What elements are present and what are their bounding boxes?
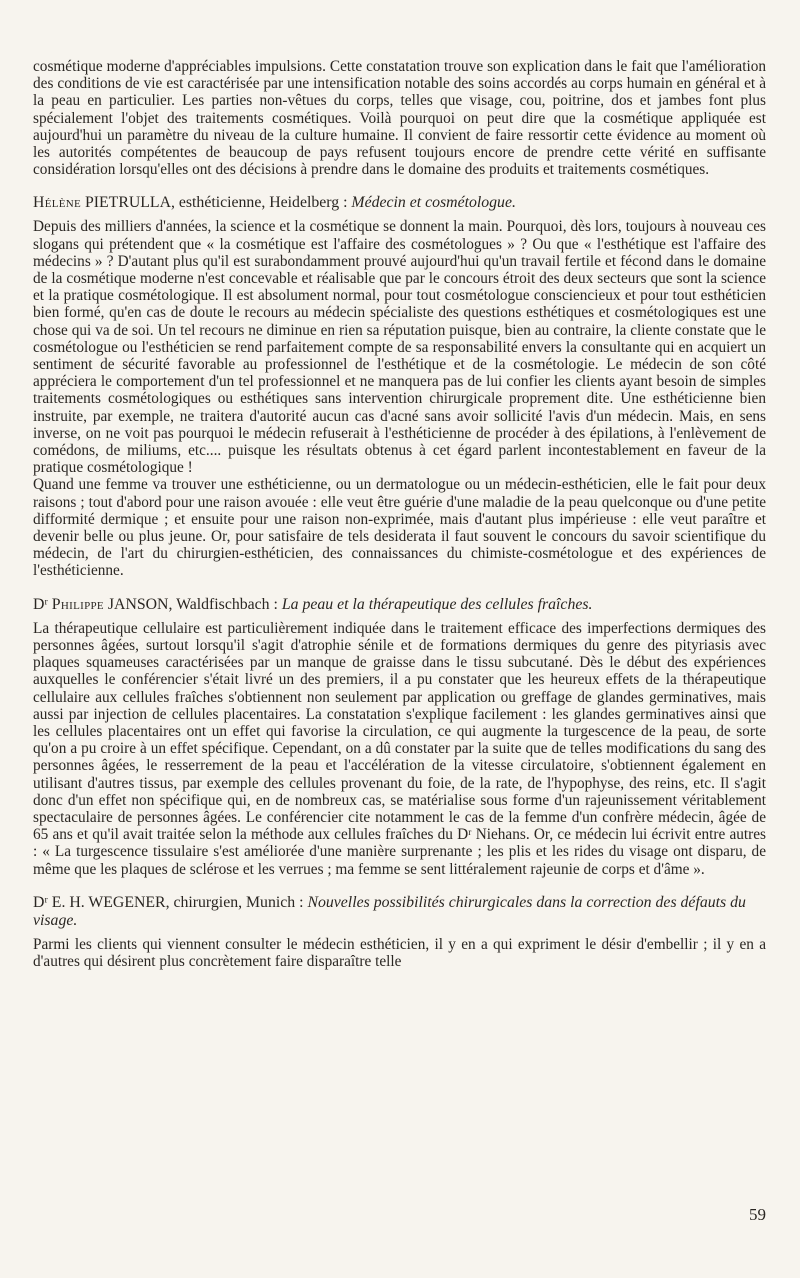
section-wegener (33, 894, 766, 970)
talk-topic: Nouvelles possibilités chirurgicales dans la correction des défauts du visage. (33, 893, 746, 929)
body-paragraph: La thérapeutique cellulaire est particulièrement indiquée dans le traitement efficace des imperfections dermiques des personnes âgées, surtout lorsqu'il s'agit d'atrophie sénile et de formations dermiques du genre des pityriasis avec plaques squameuses caractérisées par un manque de graisse dans le tissu subcutané. Dès le début des expériences auxquelles le conférencier s'était livré un des premiers, il a pu constater que les heureux effets de la thérapeutique cellulaire aux cellules fraîches s'obtiennent non seulement par application ou greffage de glandes germinatives, mais aussi par injection de cellules placentaires. La constatation s'explique facilement : les glandes germinatives ainsi que les cellules placentaires ont un effet qui favorise la circulation, ce qui augmente la turgescence de la peau, de sorte qu'on a pu croire à un effet spécifique. Cependant, on a dû constater par la suite que de telles modifications du sang des personnes âgées, le resserrement de la peau et l'accélération de la vitesse circulatoire, s'obtiennent également en utilisant d'autres tissus, par exemple des cellules provenant du foie, de la rate, de l'hypophyse, des reins, etc. Il s'agit donc d'un effet non spécifique qui, en de nombreux cas, se matérialise sous forme d'un rajeunissement véritablement spectaculaire de personnes âgées. Le conférencier cite notamment le cas de la femme d'un confrère médecin, âgée de 65 ans et qu'il avait traitée selon la méthode aux cellules fraîches du Dʳ Niehans. Or, ce médecin lui écrivit entre autres : « La turgescence tissulaire s'est améliorée d'une manière surprenante ; les plis et les rides du visage ont disparu, de même que les plaques de sclérose et les verrues ; ma femme se sent littéralement rajeunie de corps et d'âme ». (33, 619, 766, 878)
author-first-name: Hélène (33, 194, 82, 212)
author-first-name: Philippe (51, 595, 104, 613)
talk-topic: Médecin et cosmétologue. (351, 194, 516, 212)
author-prefix: Dʳ (33, 893, 48, 911)
author-last-name: PIETRULLA (84, 194, 171, 212)
author-role: , chirurgien, Munich : (165, 893, 304, 911)
author-role: , Waldfischbach : (168, 595, 278, 613)
body-paragraph: Quand une femme va trouver une esthéticienne, ou un dermatologue ou un médecin-esthéticien, elle le fait pour deux raisons ; tout d'abord pour une raison avouée : elle veut être guérie d'une maladie de la peau quelconque ou d'une petite difformité dermique ; et ensuite pour une raison non-exprimée, mais d'autant plus impérieuse : elle veut paraître et devenir belle ou plus jeune. Or, pour satisfaire de tels desiderata il faut souvent le concours du savoir scientifique du médecin, de l'art du chirurgien-esthéticien, des connaissances du chimiste-cosmétologue et des expériences de l'esthéticienne. (33, 476, 766, 580)
section-heading (33, 894, 766, 930)
intro-paragraph: cosmétique moderne d'appréciables impulsions. Cette constatation trouve son explication dans le fait que l'amélioration des conditions de vie est caractérisée par une intensification notable des soins accordés au corps humain en général et à la peau en particulier. Les parties non-vêtues du corps, telles que visage, cou, poitrine, dos et jambes font plus spécialement l'objet des traitements cosmétiques. Voilà pourquoi on peut dire que la cosmétique appliquée est aujourd'hui un paramètre du niveau de la culture humaine. Il convient de faire ressortir cette évidence au moment où les autorités compétentes de beaucoup de pays refusent toujours encore de prendre cette vérité en suffisante considération lorsqu'elles ont des décisions à prendre dans le domaine des produits et traitements cosmétiques. (33, 58, 766, 179)
page-number: 59 (749, 1205, 766, 1224)
author-last-name: E. H. WEGENER (51, 893, 166, 911)
author-role: , esthéticienne, Heidelberg : (170, 194, 348, 212)
body-paragraph: Parmi les clients qui viennent consulter le médecin esthéticien, il y en a qui expriment le désir d'embellir ; il y en a d'autres qui désirent plus concrètement faire disparaître telle (33, 935, 766, 970)
section-heading (33, 194, 766, 212)
author-last-name: JANSON (107, 595, 169, 613)
section-heading (33, 596, 766, 614)
body-paragraph: Depuis des milliers d'années, la science et la cosmétique se donnent la main. Pourquoi, dès lors, toujours à nouveau ces slogans qui prétendent que « la cosmétique est l'affaire des cosmétologues » ? Ou que « l'esthétique est l'affaire des médecins » ? D'autant plus qu'il est surabondamment prouvé aujourd'hui qu'un travail fertile et fécond dans le domaine de la cosmétique moderne n'est concevable et réalisable que par le concours étroit des deux secteurs que sont la science et la pratique cosmétologique. Il est absolument normal, pour tout cosmétologue consciencieux et pour tout esthéticien bien formé, qu'en cas de doute le recours au médecin spécialiste des questions esthétiques et cosmétologiques est une chose qui va de soi. Un tel recours ne diminue en rien sa réputation puisque, bien au contraire, la cliente constate que le cosmétologue ou l'esthéticien se rend parfaitement compte de sa responsabilité envers la consultante qui en acquiert un sentiment de sécurité favorable au professionnel de l'esthétique et de la cosmétologie. Le médecin de son côté appréciera le comportement d'un tel professionnel et ne manquera pas de lui confier les clients ayant besoin de simples traitements cosmétologiques ou esthétiques sans intervention chirurgicale proprement dite. Une esthéticienne bien instruite, par exemple, ne traitera d'autorité aucun cas d'acné sans avoir sollicité l'avis d'un médecin. Mais, en sens inverse, on ne voit pas pourquoi le médecin refuserait à l'esthéticienne de procéder à des épilations, à l'enlèvement de comédons, de miliums, etc.... puisque les résultats obtenus à cet égard parlent incontestablement en faveur de la pratique cosmétologique ! (33, 218, 766, 477)
section-pietrulla (33, 194, 766, 579)
section-janson (33, 596, 766, 878)
talk-topic: La peau et la thérapeutique des cellules fraîches. (281, 595, 593, 613)
author-prefix: Dʳ (33, 595, 48, 613)
